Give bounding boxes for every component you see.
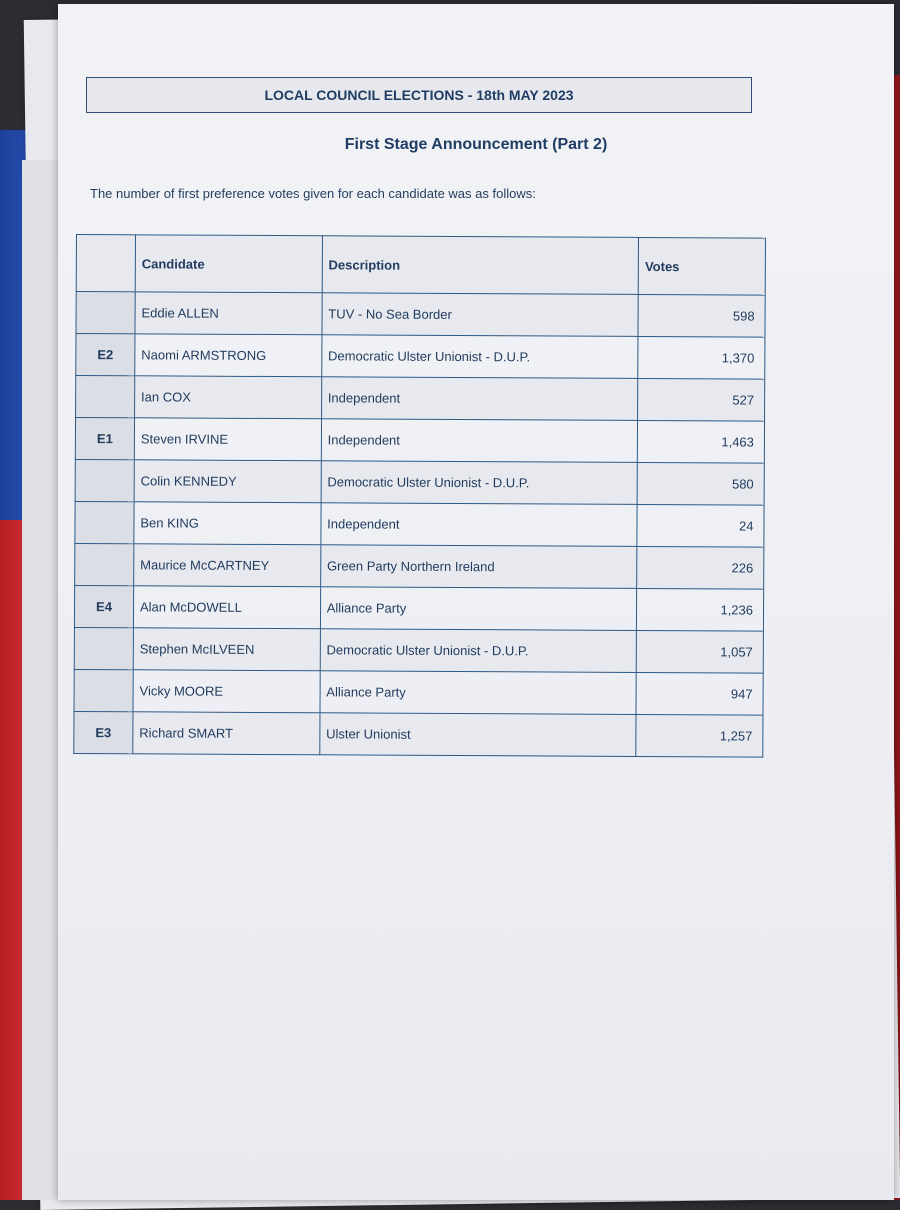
page-title: First Stage Announcement (Part 2) <box>344 136 608 153</box>
table-row <box>75 459 764 505</box>
candidate-description: Ulster Unionist <box>319 713 636 757</box>
candidate-description: TUV - No Sea Border <box>322 293 639 337</box>
candidate-name: Alan McDOWELL <box>133 586 320 629</box>
vote-count: 1,236 <box>637 588 764 631</box>
elected-mark <box>76 376 135 418</box>
vote-count: 1,257 <box>636 714 763 757</box>
candidate-name: Ben KING <box>134 502 321 545</box>
back-sheet-edge <box>22 160 62 1200</box>
table-row <box>74 585 763 631</box>
header-votes: Votes <box>638 237 765 295</box>
election-header <box>86 77 752 113</box>
elected-mark: E3 <box>74 711 133 753</box>
candidate-name: Ian COX <box>134 376 321 419</box>
candidate-name: Maurice McCARTNEY <box>134 544 321 587</box>
table-row <box>76 334 765 380</box>
vote-count: 947 <box>636 672 763 715</box>
elected-mark <box>75 543 134 585</box>
vote-count: 1,057 <box>636 630 763 673</box>
candidate-description: Green Party Northern Ireland <box>320 545 637 589</box>
elected-mark <box>74 627 133 669</box>
candidate-description: Democratic Ulster Unionist - D.U.P. <box>320 629 637 673</box>
vote-count: 1,370 <box>638 336 765 379</box>
header-description: Description <box>322 236 639 295</box>
candidate-name: Steven IRVINE <box>134 418 321 461</box>
header-candidate: Candidate <box>135 235 322 293</box>
table-row <box>75 418 764 464</box>
candidate-name: Naomi ARMSTRONG <box>135 334 322 377</box>
results-table <box>73 234 766 758</box>
table-row <box>74 627 763 673</box>
candidate-name: Richard SMART <box>133 712 320 755</box>
candidate-description: Independent <box>321 503 638 547</box>
candidate-description: Democratic Ulster Unionist - D.U.P. <box>321 335 638 379</box>
candidate-description: Alliance Party <box>320 671 637 715</box>
elected-mark: E4 <box>74 585 133 627</box>
intro-text: The number of first preference votes given for each candidate was as follows: <box>90 186 536 201</box>
table-row <box>74 669 763 715</box>
header-mark <box>76 235 135 292</box>
table-row <box>75 543 764 589</box>
vote-count: 1,463 <box>637 420 764 463</box>
candidate-description: Independent <box>321 419 638 463</box>
elected-mark <box>75 459 134 501</box>
table-header-row <box>76 235 765 296</box>
table-row <box>76 376 765 422</box>
table-body <box>74 292 765 758</box>
candidate-name: Colin KENNEDY <box>134 460 321 503</box>
table-row <box>75 501 764 547</box>
candidate-name: Stephen McILVEEN <box>133 628 320 671</box>
vote-count: 226 <box>637 546 764 589</box>
candidate-description: Alliance Party <box>320 587 637 631</box>
election-header-text: LOCAL COUNCIL ELECTIONS - 18th MAY 2023 <box>264 87 574 103</box>
elected-mark <box>76 292 135 334</box>
candidate-name: Vicky MOORE <box>133 670 320 713</box>
table-row <box>74 711 763 757</box>
elected-mark: E2 <box>76 334 135 376</box>
elected-mark <box>74 669 133 711</box>
table-row <box>76 292 765 338</box>
vote-count: 580 <box>637 462 764 505</box>
candidate-name: Eddie ALLEN <box>135 292 322 335</box>
elected-mark: E1 <box>75 418 134 460</box>
candidate-description: Democratic Ulster Unionist - D.U.P. <box>321 461 638 505</box>
vote-count: 24 <box>637 504 764 547</box>
elected-mark <box>75 501 134 543</box>
vote-count: 598 <box>638 294 765 337</box>
candidate-description: Independent <box>321 377 638 421</box>
vote-count: 527 <box>638 378 765 421</box>
